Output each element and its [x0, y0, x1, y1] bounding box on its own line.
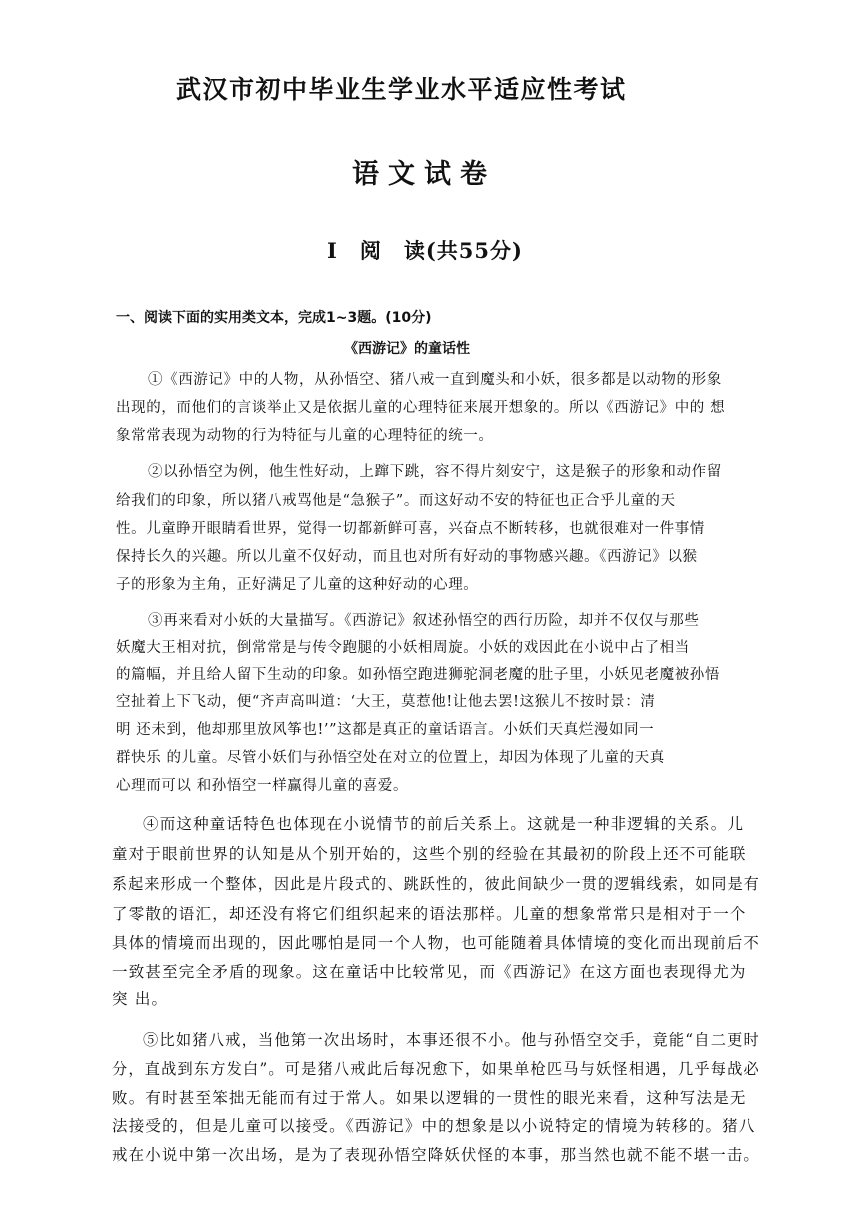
paragraph-line: 败。有时甚至笨拙无能而有过于常人。如果以逻辑的一贯性的眼光来看，这种写法是无: [112, 1089, 747, 1107]
paragraph-line: 保持长久的兴趣。所以儿童不仅好动，而且也对所有好动的事物感兴趣。《西游记》以猴: [116, 549, 698, 565]
paragraph-line: ②以孙悟空为例，他生性好动，上蹿下跳，容不得片刻安宁，这是猴子的形象和动作留: [148, 464, 722, 480]
paragraph-line: 了零散的语汇，却还没有将它们组织起来的语法那样。儿童的想象常常只是相对于一个: [112, 905, 747, 923]
paper-title: 语文试卷: [352, 159, 496, 190]
paragraph-line: 童对于眼前世界的认知是从个别开始的，这些个别的经验在其最初的阶段上还不可能联: [112, 845, 747, 863]
paragraph-line: 给我们的印象，所以猪八戒骂他是“急猴子”。而这好动不安的特征也正合乎儿童的天: [116, 493, 676, 509]
paragraph-line: 突 出。: [112, 990, 169, 1008]
paragraph-line: ①《西游记》中的人物，从孙悟空、猪八戒一直到魔头和小妖，很多都是以动物的形象: [148, 372, 722, 388]
paragraph-line: 系起来形成一个整体，因此是片段式的、跳跃性的，彼此间缺少一贯的逻辑线索，如同是有: [112, 875, 760, 893]
paragraph-line: 一致甚至完全矛盾的现象。这在童话中比较常见，而《西游记》在这方面也表现得尤为: [112, 963, 747, 981]
paragraph-line: 的篇幅，并且给人留下生动的印象。如孙悟空跑进狮驼洞老魔的肚子里，小妖见老魔被孙悟: [116, 667, 720, 683]
paragraph-line: 性。儿童睁开眼睛看世界，觉得一切都新鲜可喜，兴奋点不断转移，也就很难对一件事情: [116, 521, 705, 537]
paragraph-line: 心理而可以 和孙悟空一样赢得儿童的喜爱。: [116, 778, 409, 794]
paragraph-line: 明 还未到，他却那里放风筝也!’”这都是真正的童话语言。小妖们天真烂漫如同一: [116, 722, 655, 738]
article-title: 《西游记》的童话性: [344, 341, 470, 357]
exam-title: 武汉市初中毕业生学业水平适应性考试: [176, 75, 627, 104]
paragraph-line: 象常常表现为动物的行为特征与儿童的心理特征的统一。: [116, 428, 494, 444]
paragraph-line: 出现的，而他们的言谈举止又是依据儿童的心理特征来展开想象的。所以《西游记》中的 想: [116, 400, 726, 416]
paragraph-line: 子的形象为主角，正好满足了儿童的这种好动的心理。: [116, 577, 479, 593]
paragraph-line: 空扯着上下飞动，便“齐声高叫道：‘大王，莫惹他!让他去罢!这猴儿不按时景：清: [116, 694, 656, 710]
paragraph-line: 具体的情境而出现的，因此哪怕是同一个人物，也可能随着具体情境的变化而出现前后不: [112, 934, 761, 952]
paragraph-line: ⑤比如猪八戒，当他第一次出场时，本事还很不小。他与孙悟空交手，竟能“自二更时: [143, 1031, 760, 1049]
paragraph-line: ③再来看对小妖的大量描写。《西游记》叙述孙悟空的西行历险，却并不仅仅与那些: [148, 613, 700, 629]
section-title: Ⅰ 阅 读(共55分): [327, 238, 523, 263]
paragraph-line: 妖魔大王相对抗，倒常常是与传令跑腿的小妖相周旋。小妖的戏因此在小说中占了相当: [116, 640, 690, 656]
paragraph-line: 戒在小说中第一次出场，是为了表现孙悟空降妖伏怪的本事，那当然也就不能不堪一击。: [112, 1146, 761, 1164]
paragraph-line: 分，直战到东方发白”。可是猪八戒此后每况愈下，如果单枪匹马与妖怪相遇，几乎每战必: [112, 1060, 760, 1078]
paragraph-line: 群快乐 的儿童。尽管小妖们与孙悟空处在对立的位置上，却因为体现了儿童的天真: [116, 750, 665, 766]
paragraph-line: 法接受的，但是儿童可以接受。《西游记》中的想象是以小说特定的情境为转移的。猪八: [112, 1117, 756, 1135]
question-heading: 一、阅读下面的实用类文本，完成1~3题。(10分): [116, 310, 432, 326]
paragraph-line: ④而这种童话特色也体现在小说情节的前后关系上。这就是一种非逻辑的关系。儿: [143, 815, 745, 833]
